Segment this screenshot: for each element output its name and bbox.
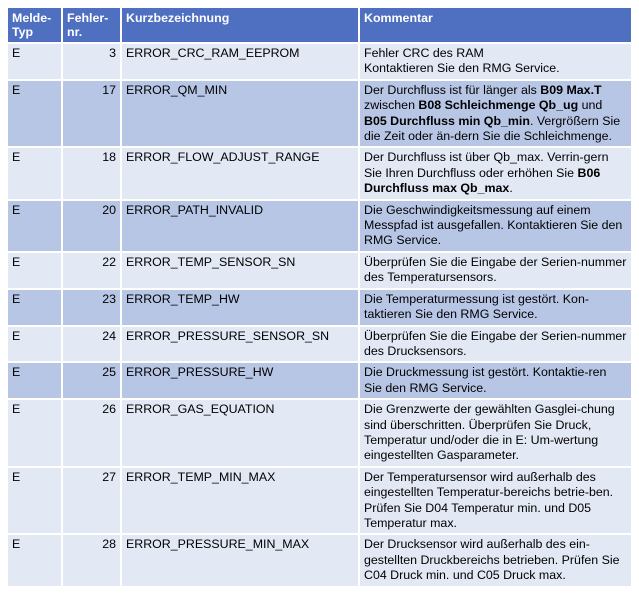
cell-error-number: 3 [63,44,120,79]
table-row [8,290,631,325]
table-row [8,363,631,398]
comment-text: zwischen [364,98,419,113]
cell-short-name: ERROR_TEMP_MIN_MAX [122,468,358,534]
cell-type: E [8,400,61,466]
cell-comment [360,400,631,466]
table-row [8,327,631,362]
comment-text: . [509,181,513,196]
table-header [8,8,631,42]
cell-comment [360,363,631,398]
comment-text: Die Geschwindigkeitsmessung auf einem Messpfad ist ausgefallen. Kontaktieren Sie den RMG Service. [364,202,623,248]
comment-text: Die Druckmessung ist gestört. Kontaktie-ren Sie den RMG Service. [364,365,607,395]
cell-short-name: ERROR_PRESSURE_MIN_MAX [122,535,358,585]
table-row [8,400,631,466]
cell-type: E [8,363,61,398]
cell-error-number: 17 [63,81,120,147]
cell-error-number: 25 [63,363,120,398]
cell-short-name: ERROR_CRC_RAM_EEPROM [122,44,358,79]
cell-short-name: ERROR_TEMP_SENSOR_SN [122,253,358,288]
cell-comment [360,81,631,147]
comment-bold-text: B09 Max.T [540,82,602,97]
comment-text: Fehler CRC des RAM [364,46,484,60]
cell-error-number: 23 [63,290,120,325]
header-number: Fehler- nr. [63,8,120,42]
table-row [8,201,631,251]
cell-comment [360,468,631,534]
cell-comment [360,201,631,251]
cell-type: E [8,201,61,251]
cell-type: E [8,327,61,362]
cell-error-number: 28 [63,535,120,585]
comment-bold-text: B05 Durchfluss min Qb_min [364,113,530,128]
comment-bold-text: B08 Schleichmenge Qb_ug [418,98,579,113]
cell-short-name: ERROR_FLOW_ADJUST_RANGE [122,148,358,198]
cell-short-name: ERROR_TEMP_HW [122,290,358,325]
comment-text: Überprüfen Sie die Eingabe der Serien-nummer des Temperatursensors. [364,254,627,285]
cell-type: E [8,253,61,288]
header-comment: Kommentar [360,8,631,42]
table-row [8,81,631,147]
cell-error-number: 24 [63,327,120,362]
cell-error-number: 27 [63,468,120,534]
table-row [8,468,631,534]
comment-text: Die Grenzwerte der gewählten Gasglei-chung sind überschritten. Überprüfen Sie Druck, Temperatur und/oder die in E: Um-wertung eingestellten Gasparameter. [364,402,615,463]
comment-text: Der Durchfluss ist über Qb_max. Verrin-gern Sie Ihren Durchfluss oder erhöhen Sie [364,150,609,180]
cell-short-name: ERROR_PATH_INVALID [122,201,358,251]
table-body [8,44,631,586]
table-row [8,253,631,288]
table-row [8,148,631,198]
cell-short-name: ERROR_QM_MIN [122,81,358,147]
comment-text: Der Temperatursensor wird außerhalb des eingestellten Temperatur-bereichs betrie-ben. Prüfen Sie D04 Temperatur min. und D05 Temperatur max. [364,469,614,530]
header-short-name: Kurzbezeichnung [122,8,358,42]
comment-text: Der Durchfluss ist für länger als [364,82,541,97]
cell-type: E [8,81,61,147]
cell-comment [360,290,631,325]
cell-type: E [8,148,61,198]
cell-short-name: ERROR_GAS_EQUATION [122,400,358,466]
cell-error-number: 26 [63,400,120,466]
comment-text: . Vergrößern Sie die Zeit oder än-dern Sie die Schleichmenge. [364,113,621,144]
cell-short-name: ERROR_PRESSURE_SENSOR_SN [122,327,358,362]
cell-error-number: 20 [63,201,120,251]
error-table [6,6,633,588]
comment-text: Kontaktieren Sie den RMG Service. [364,61,560,76]
cell-comment [360,253,631,288]
header-type: Melde- Typ [8,8,61,42]
comment-text: Der Drucksensor wird außerhalb des ein-gestellten Druckbereichs betrieben. Prüfen Sie C04 Druck min. und C05 Druck max. [364,537,620,583]
cell-short-name: ERROR_PRESSURE_HW [122,363,358,398]
cell-comment [360,148,631,198]
cell-type: E [8,290,61,325]
comment-bold-text: B06 Durchfluss max Qb_max [364,165,601,196]
table-row [8,535,631,585]
table-row [8,44,631,79]
cell-error-number: 22 [63,253,120,288]
comment-text: und [578,98,603,113]
cell-type: E [8,468,61,534]
comment-text: Überprüfen Sie die Eingabe der Serien-nummer des Drucksensors. [364,328,627,358]
comment-text: Die Temperaturmessung ist gestört. Kon-taktieren Sie den RMG Service. [364,291,589,322]
cell-type: E [8,535,61,585]
cell-comment [360,327,631,362]
cell-type: E [8,44,61,79]
cell-comment [360,44,631,79]
cell-comment [360,535,631,585]
cell-error-number: 18 [63,148,120,198]
